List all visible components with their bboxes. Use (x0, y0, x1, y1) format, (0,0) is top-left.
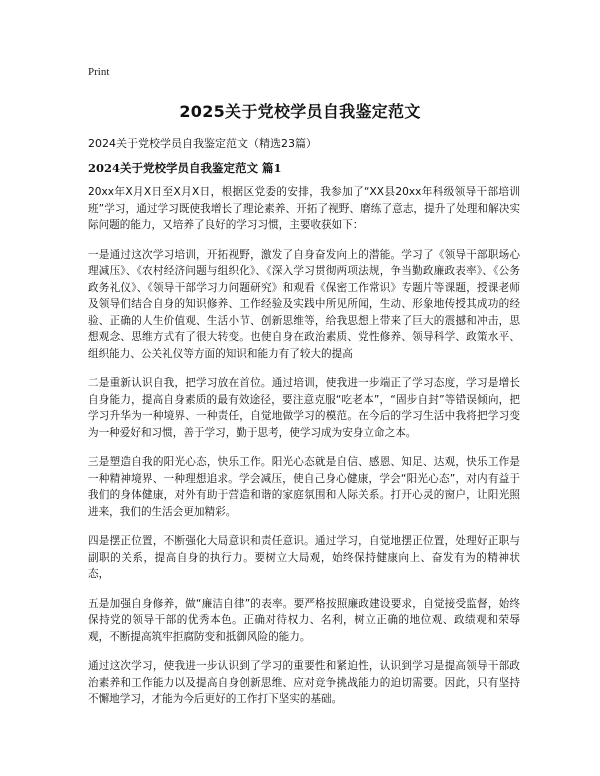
section-heading: 2024关于党校学员自我鉴定范文 篇1 (88, 161, 282, 175)
print-link[interactable]: Print (88, 66, 110, 78)
paragraph-conclusion: 通过这次学习，使我进一步认识到了学习的重要性和紧迫性，认识到学习是提高领导干部政治素养和工作能力以及提高自身创新思维、应对竞争挑战能力的迫切需要。因此，只有坚持不懈地学习，才能为今后更好的工作打下坚实的基础。 (88, 660, 520, 705)
paragraph-point-2: 二是重新认识自我，把学习放在首位。通过培训，使我进一步端正了学习态度，学习是增长自身能力，提高自身素质的最有效途径，要注意克服“吃老本”，“固步自封”等错误倾向，把学习升华为一种境界、一种责任，自觉地做学习的模范。在今后的学习生活中我将把学习变为一种爱好和习惯，善于学习，勤于思考，使学习成为安身立命之本。 (88, 377, 520, 439)
paragraph-point-5: 五是加强自身修养，做“廉洁自律”的表率。要严格按照廉政建设要求，自觉接受监督，始终保持党的领导干部的优秀本色。正确对待权力、名利，树立正确的地位观、政绩观和荣辱观，不断提高筑牢拒腐防变和抵御风险的能力。 (88, 597, 520, 643)
article-body (88, 184, 520, 721)
subtitle: 2024关于党校学员自我鉴定范文（精选23篇） (88, 137, 317, 150)
paragraph-point-1: 一是通过这次学习培训，开拓视野，激发了自身奋发向上的潜能。学习了《领导干部职场心理减压》、《农村经济问题与组织化》、《深入学习贯彻两项法规，争当勤政廉政表率》、《公务政务礼仪》、《领导干部学习力问题研究》和观看《保密工作常识》专题片等课题，授课老师及领导们结合自身的知识修养、工作经验及实践中所见所闻，生动、形象地传授其成功的经验、正确的人生价值观、生活小节、创新思维等，给我思想上带来了巨大的震撼和冲击，思想观念、思维方式有了很大转变。也使自身在政治素质、党性修养、领导科学、政策水平、组织能力、公关礼仪等方面的知识和能力有了较大的提高 (88, 248, 520, 360)
paragraph-intro: 20xx年X月X日至X月X日，根据区党委的安排，我参加了“XX县20xx年科级领导干部培训班”学习，通过学习既使我增长了理论素养、开拓了视野、磨练了意志，提升了处理和解决实际问题的能力，又培养了良好的学习习惯，主要收获如下： (88, 186, 520, 231)
paragraph-point-4: 四是摆正位置，不断强化大局意识和责任意识。通过学习，自觉地摆正位置，处理好正职与副职的关系，提高自身的执行力。要树立大局观，始终保持健康向上、奋发有为的精神状态， (88, 535, 520, 580)
paragraph-point-3: 三是塑造自我的阳光心态，快乐工作。阳光心态就是自信、感恩、知足、达观，快乐工作是一种精神境界、一种理想追求。学会减压，使自己身心健康，学会“阳光心态”，对内有益于我们的身体健康，对外有助于营造和谐的家庭氛围和人际关系。打开心灵的窗户，让阳光照进来，我们的生活会更加精彩。 (88, 456, 520, 518)
page-title: 2025关于党校学员自我鉴定范文 (179, 102, 421, 121)
